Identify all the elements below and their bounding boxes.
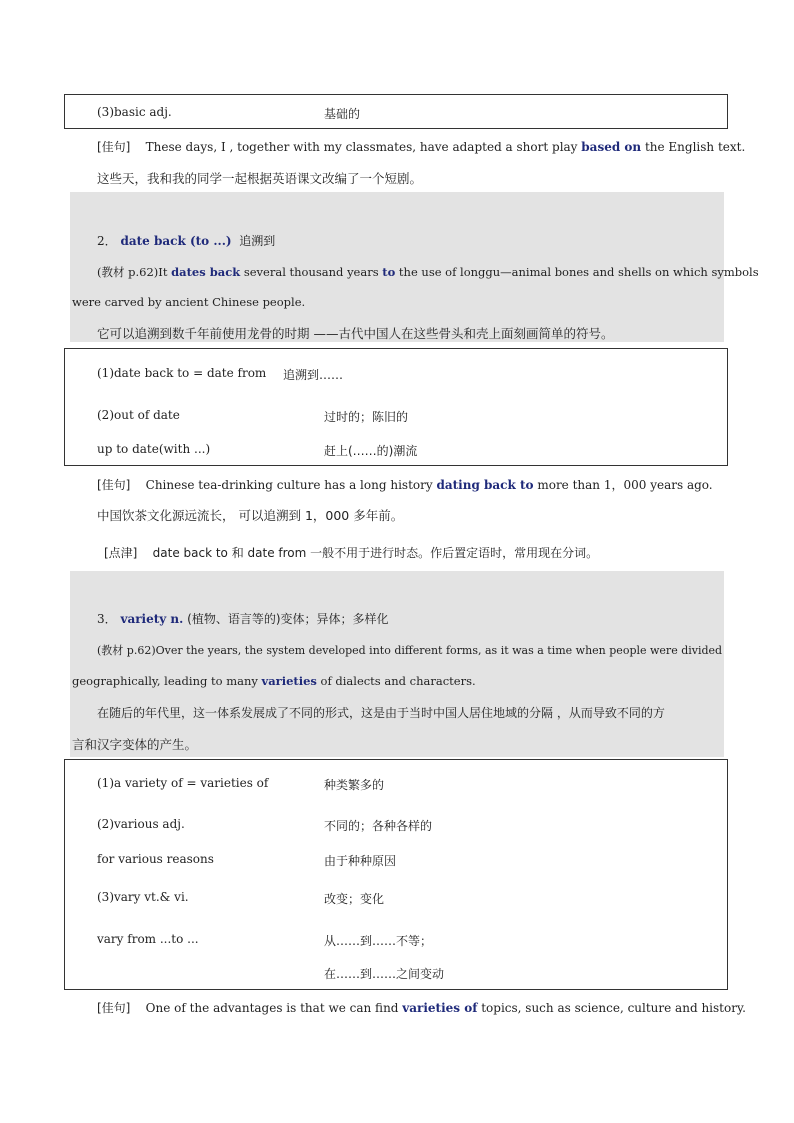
section-term: date back (to ...)	[120, 234, 232, 248]
example-keyword: based on	[581, 140, 642, 154]
vocab-box-basic	[64, 94, 728, 129]
source-text: of dialects and characters.	[316, 674, 476, 688]
example-sentence	[97, 138, 745, 155]
example-keyword: varieties of	[402, 1001, 478, 1015]
vocab-en: up to date(with ...)	[97, 442, 211, 456]
vocab-cn: 赶上(……的)潮流	[324, 444, 418, 458]
example-post: more than 1，000 years ago.	[533, 478, 713, 492]
source-keyword: varieties	[261, 674, 317, 688]
example-post: topics, such as science, culture and history.	[477, 1001, 746, 1015]
section-3-source: (教材 p.62)Over the years, the system developed into different forms, as it was a time when people were divided	[97, 644, 723, 657]
section-2-source-line2: were carved by ancient Chinese people.	[72, 295, 306, 309]
section-2-heading	[97, 232, 275, 249]
section-3-translation: 在随后的年代里，这一体系发展成了不同的形式，这是由于当时中国人居住地域的分隔 ，从而导致不同的方	[97, 706, 665, 720]
source-text: several thousand years	[240, 265, 383, 279]
section-3-heading	[97, 610, 389, 627]
source-keyword: to	[382, 265, 396, 279]
tip-tag: [点津]	[104, 546, 138, 560]
vocab-box-date	[64, 348, 728, 466]
example-pre: Chinese tea-drinking culture has a long history	[145, 478, 437, 492]
source-text: the use of longgu—animal bones and shells on which symbols	[395, 265, 759, 279]
vocab-en: (3)vary vt.& vi.	[97, 890, 189, 904]
vocab-cn: 基础的	[324, 107, 361, 121]
vocab-en: (1)a variety of = varieties of	[97, 776, 269, 790]
vocab-cn: 从……到……不等；	[324, 934, 433, 948]
vocab-box-variety	[64, 759, 728, 990]
example-tag: [佳句]	[97, 1001, 131, 1015]
section-meaning: 追溯到	[239, 234, 276, 248]
section-term: variety n.	[120, 612, 184, 626]
section-meaning: (植物、语言等的)变体；异体；多样化	[187, 612, 389, 626]
example-post: the English text.	[641, 140, 746, 154]
vocab-cn: 过时的；陈旧的	[324, 410, 409, 424]
vocab-cn: 不同的；各种各样的	[324, 819, 433, 833]
example-translation: 这些天，我和我的同学一起根据英语课文改编了一个短剧。	[97, 171, 423, 186]
example-sentence	[97, 476, 713, 493]
example-pre: These days, I , together with my classmates, have adapted a short play	[145, 140, 582, 154]
source-text: (教材 p.62)It	[97, 265, 172, 279]
vocab-en: (3)basic adj.	[97, 105, 172, 119]
example-tag: [佳句]	[97, 140, 131, 154]
example-pre: One of the advantages is that we can find	[145, 1001, 403, 1015]
tip-note	[104, 544, 598, 561]
section-2-source	[97, 264, 759, 280]
section-number: 2．	[97, 234, 117, 248]
vocab-en: (2)various adj.	[97, 817, 185, 831]
vocab-en: vary from ...to ...	[97, 932, 199, 946]
section-3-translation-line2: 言和汉字变体的产生。	[72, 737, 198, 752]
vocab-cn: 改变；变化	[324, 892, 385, 906]
vocab-cn: 由于种种原因	[324, 854, 397, 868]
vocab-en: for various reasons	[97, 852, 214, 866]
section-number: 3．	[97, 612, 117, 626]
source-keyword: dates back	[171, 265, 241, 279]
example-sentence	[97, 999, 746, 1016]
vocab-en: (2)out of date	[97, 408, 180, 422]
example-translation: 中国饮茶文化源远流长， 可以追溯到 1，000 多年前。	[97, 508, 404, 523]
vocab-cn: 在……到……之间变动	[324, 967, 445, 981]
vocab-en: (1)date back to = date from	[97, 366, 267, 380]
section-3-source-line2	[72, 674, 476, 688]
section-2-translation: 它可以追溯到数千年前使用龙骨的时期 ——古代中国人在这些骨头和壳上面刻画简单的符号。	[97, 326, 614, 341]
source-text: geographically, leading to many	[72, 674, 262, 688]
tip-text: date back to 和 date from 一般不用于进行时态。作后置定语时，常用现在分词。	[152, 546, 599, 560]
example-tag: [佳句]	[97, 478, 131, 492]
section-band	[70, 571, 724, 757]
vocab-cn: 种类繁多的	[324, 778, 385, 792]
vocab-cn: 追溯到……	[283, 368, 344, 382]
example-keyword: dating back to	[436, 478, 534, 492]
